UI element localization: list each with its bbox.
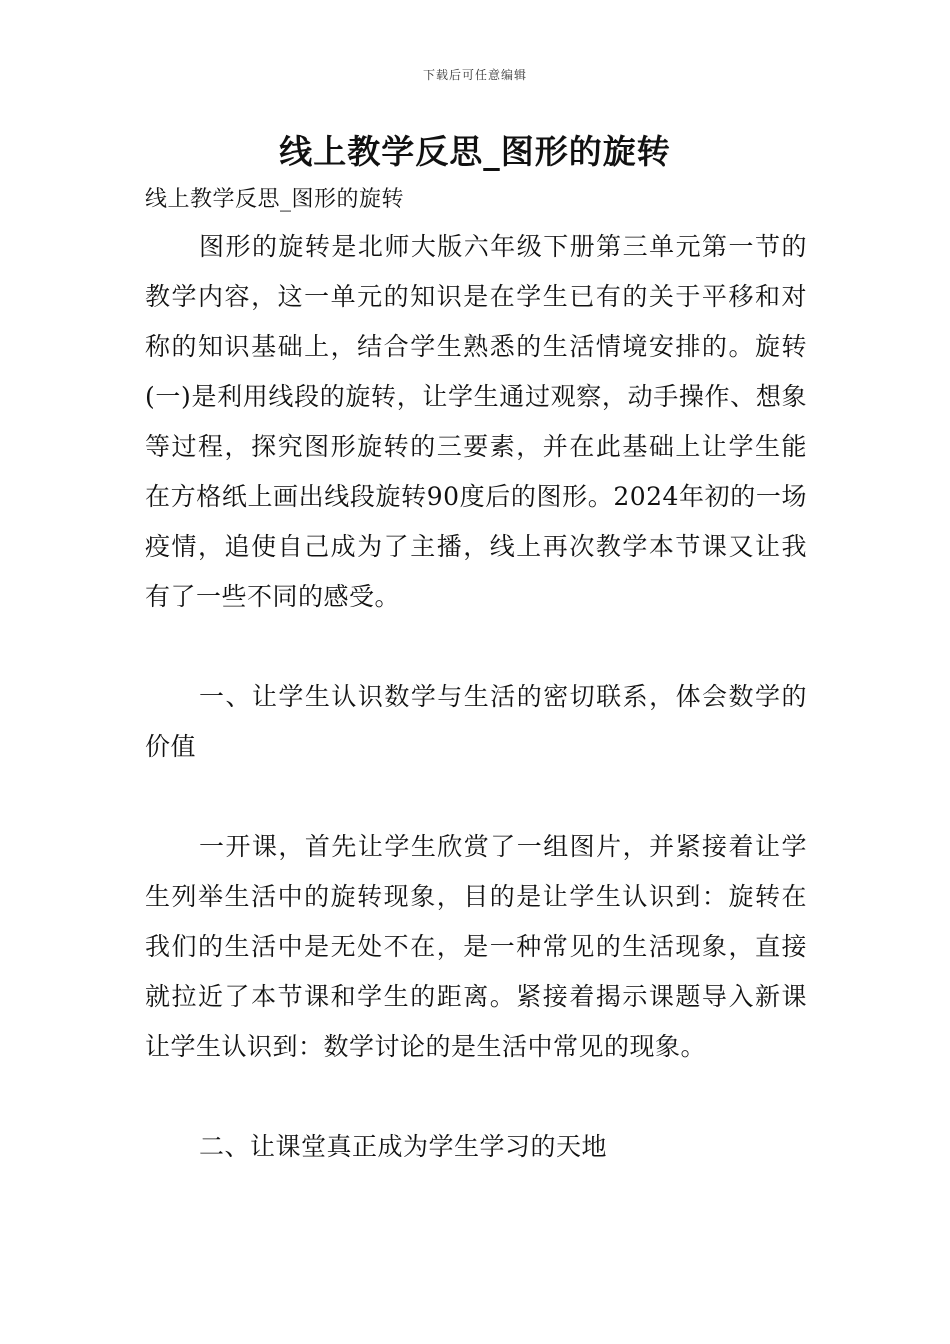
- paragraph-gap: [145, 1072, 807, 1122]
- document-subtitle: 线上教学反思_图形的旋转: [145, 187, 405, 212]
- document-body: [145, 178, 807, 1172]
- paragraph-gap: [145, 772, 807, 822]
- document-title: 线上教学反思_图形的旋转: [279, 132, 671, 171]
- header-note: 下载后可任意编辑: [422, 68, 527, 82]
- intro-paragraph: 图形的旋转是北师大版六年级下册第三单元第一节的教学内容，这一单元的知识是在学生已有的关于平移和对称的知识基础上，结合学生熟悉的生活情境安排的。旋转(一)是利用线段的旋转，让学生通过观察，动手操作、想象等过程，探究图形旋转的三要素，并在此基础上让学生能在方格纸上画出线段旋转90度后的图形。2024年初的一场疫情，追使自己成为了主播，线上再次教学本节课又让我有了一些不同的感受。: [145, 232, 807, 611]
- section1-paragraph: 一开课，首先让学生欣赏了一组图片，并紧接着让学生列举生活中的旋转现象，目的是让学生认识到：旋转在我们的生活中是无处不在，是一种常见的生活现象，直接就拉近了本节课和学生的距离。紧接着揭示课题导入新课让学生认识到：数学讨论的是生活中常见的现象。: [145, 832, 807, 1061]
- paragraph-gap: [145, 622, 807, 672]
- section2-heading: 二、让课堂真正成为学生学习的天地: [199, 1132, 608, 1161]
- section1-heading: 一、让学生认识数学与生活的密切联系，体会数学的价值: [145, 682, 807, 761]
